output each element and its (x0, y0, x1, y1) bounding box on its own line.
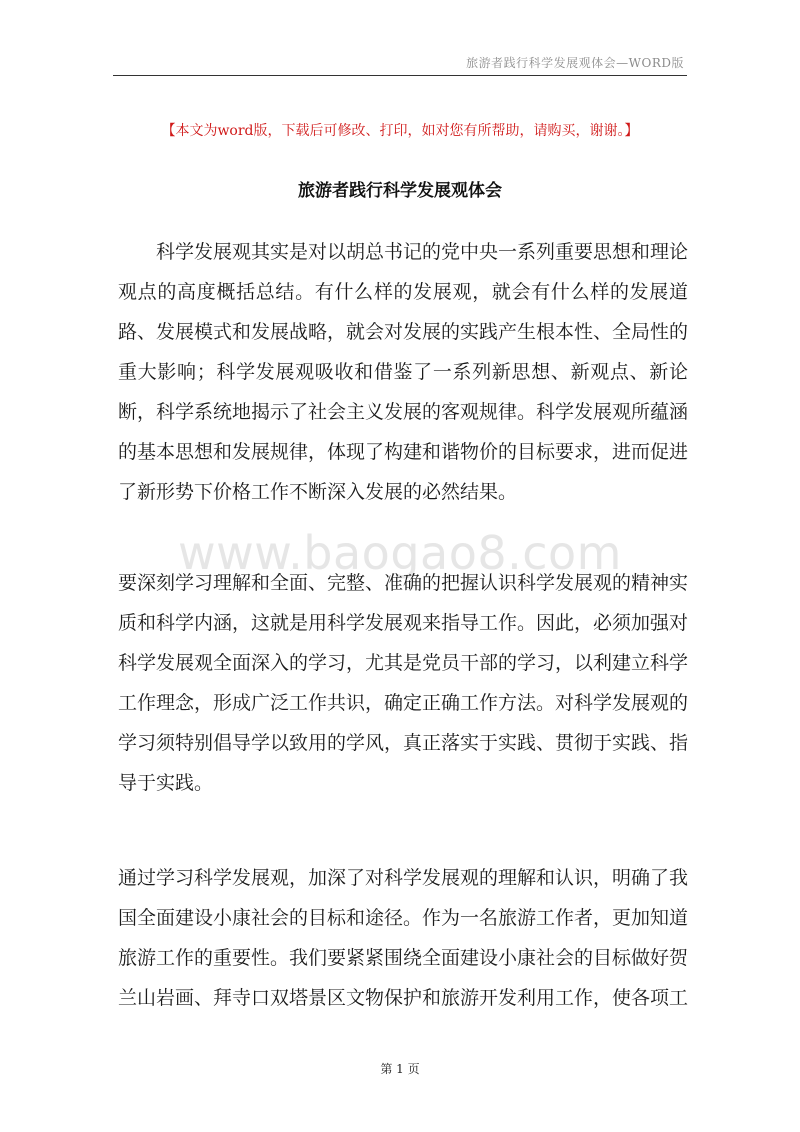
paragraph-1: 科学发展观其实是对以胡总书记的党中央一系列重要思想和理论观点的高度概括总结。有什么样的发展观，就会有什么样的发展道路、发展模式和发展战略，就会对发展的实践产生根本性、全局性的重大影响；科学发展观吸收和借鉴了一系列新思想、新观点、新论断，科学系统地揭示了社会主义发展的客观规律。科学发展观所蕴涵的基本思想和发展规律，体现了构建和谐物价的目标要求，进而促进了新形势下价格工作不断深入发展的必然结果。 (118, 241, 689, 503)
header-divider (113, 75, 687, 76)
watermark: www.baogao8.com (178, 526, 622, 580)
page-number: 第 1 页 (380, 1062, 420, 1076)
paragraph-2: 要深刻学习理解和全面、完整、准确的把握认识科学发展观的精神实质和科学内涵，这就是用科学发展观来指导工作。因此，必须加强对科学发展观全面深入的学习，尤其是党员干部的学习，以利建立科学工作理念，形成广泛工作共识，确定正确工作方法。对科学发展观的学习须特别倡导学以致用的学风，真正落实于实践、贯彻于实践、指导于实践。 (118, 572, 689, 794)
purchase-notice: 【本文为word版，下载后可修改、打印，如对您有所帮助，请购买，谢谢。】 (161, 123, 639, 139)
document-title: 旅游者践行科学发展观体会 (298, 181, 502, 201)
running-header: 旅游者践行科学发展观体会—WORD版 (466, 56, 684, 70)
paragraph-3: 通过学习科学发展观，加深了对科学发展观的理解和认识，明确了我国全面建设小康社会的目标和途径。作为一名旅游工作者，更加知道旅游工作的重要性。我们要紧紧围绕全面建设小康社会的目标做好贺兰山岩画、拜寺口双塔景区文物保护和旅游开发利用工作，使各项工 (118, 867, 689, 1009)
